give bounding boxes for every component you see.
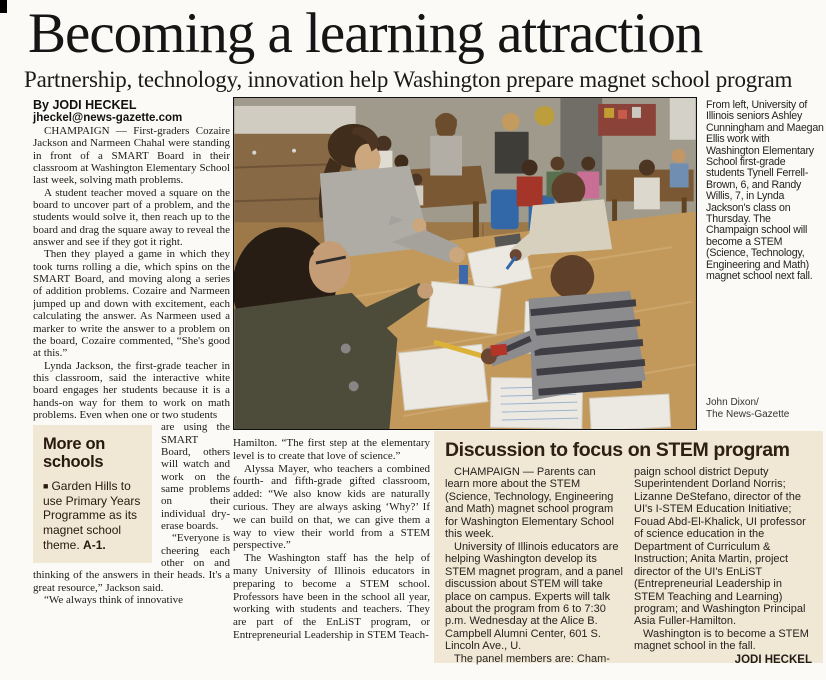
page-title: Becoming a learning attraction xyxy=(28,2,703,65)
stem-box-title: Discussion to focus on STEM program xyxy=(445,439,790,461)
stem-box-column-2 xyxy=(634,466,812,666)
more-box-item-text: Garden Hills to use Primary Years Programme as its magnet school theme. xyxy=(43,479,141,552)
stem-box-signoff: JODI HECKEL xyxy=(734,653,812,666)
more-on-schools-box xyxy=(33,425,152,563)
byline-block xyxy=(33,98,182,125)
byline-email: jheckel@news-gazette.com xyxy=(33,112,183,124)
article-paragraph: Then they played a game in which they took turns rolling a die, which spins on the SMART Board, and moving along a series of addition problems. Cozaire and Narmeen jumped up and down with excitement, each calculating the answer. As Narmeen used a marker to write the answer to a problem on the board, Cozaire commented, “She's good at this.” xyxy=(33,248,230,360)
subheadline: Partnership, technology, innovation help Washington prepare magnet school program xyxy=(24,67,793,92)
photo-credit-source: The News-Gazette xyxy=(706,408,790,420)
stem-box-paragraph: Washington is to become a STEM magnet school in the fall. xyxy=(634,627,809,653)
stem-discussion-box xyxy=(434,431,823,666)
photo-credit xyxy=(706,397,824,420)
middle-column xyxy=(233,437,430,680)
article-paragraph: are using the SMART Board, others will watch and work on the same problems on their individual dry-erase boards. xyxy=(161,421,230,532)
article-paragraph: CHAMPAIGN — First-graders Cozaire Jackson and Narmeen Chahal were standing in front of a SMART Board in their classroom at Washington Elementary School last week, solving math problems. xyxy=(33,125,230,187)
stem-box-columns xyxy=(445,466,812,666)
stem-box-paragraph: University of Illinois educators are helping Washington develop its STEM magnet program, and a panel discussion about STEM will take place on campus. Experts will talk about the program from 6 to 7:30 p.m. Wednesday at the Alice B. Campbell Alumni Center, 601 S. Lincoln Ave., U. xyxy=(445,540,623,653)
photo-caption: From left, University of Illinois seniors Ashley Cunningham and Maegan Ellis work with Washington Elementary School first-grade students Tynell Ferrell-Brown, 6, and Randy Willis, 7, in Lynda Jackson's class on Thursday. The Champaign school will become a STEM (Science, Technology, Engineering and Math) magnet school next fall. xyxy=(706,99,824,283)
byline-author: By JODI HECKEL xyxy=(33,98,137,112)
stem-box-paragraph: CHAMPAIGN — Parents can learn more about the STEM (Science, Technology, Engineering and Math) magnet school program for Washington Elementary School this week. xyxy=(445,466,614,541)
stem-box-column-1 xyxy=(445,466,623,666)
article-paragraph: The Washington staff has the help of many University of Illinois educators in preparing to become a STEM school. Professors have been in the school all year, working with students and teachers. They are part of the EnLiST program, or Entrepreneurial Leadership in STEM Teach- xyxy=(233,552,430,641)
article-paragraph: Alyssa Mayer, who teachers a combined fourth- and fifth-grade gifted classroom, added: “We also know kids are naturally curious. They are always asking ‘Why?’ If we can build on that, we can give them a way to view their world from a STEM perspective.” xyxy=(233,462,430,552)
classroom-photo xyxy=(233,97,697,430)
photo-credit-name: John Dixon/ xyxy=(706,397,759,408)
article-paragraph: “Everyone is cheering each other on and thinking of the answers in their heads. It's a great resource,” Jackson said. xyxy=(33,532,230,594)
more-box-item xyxy=(43,479,143,552)
article-paragraph: “We always think of innovative xyxy=(44,594,184,607)
stem-box-paragraph: The panel members are: Cham- xyxy=(454,652,610,665)
classroom-photo-illustration xyxy=(234,98,696,429)
more-box-title: More on schools xyxy=(43,435,106,472)
square-bullet-icon: ■ xyxy=(43,481,49,492)
more-box-page-ref: A-1. xyxy=(83,537,106,552)
stem-box-paragraph: paign school district Deputy Superintendent Dorland Norris; Lizanne DeStefano, director of the UI's I-STEM Education Initiative; Fouad Abd-El-Khalick, UI professor of science education in the Department of Curriculum & Instruction; Anita Martin, project director of the UI's EnLiST (Entrepreneurial Leadership in STEM Teaching and Learning) program; and Washington Principal Asia Fuller-Hamilton. xyxy=(634,466,806,628)
page-crop-mark xyxy=(0,0,7,13)
left-column xyxy=(33,125,230,680)
article-paragraph: A student teacher moved a square on the board to uncover part of a problem, and the students would solve it, then reach up to the board and drag the square away to reveal the answer and see if they got it right. xyxy=(33,186,230,249)
article-paragraph: Lynda Jackson, the first-grade teacher in this classroom, said the interactive white board engages her students because it is a hands-on way for them to work on math problems. Even when one or two students xyxy=(33,359,230,421)
article-paragraph: Hamilton. “The first step at the elementary level is to create that love of science.” xyxy=(233,437,430,462)
